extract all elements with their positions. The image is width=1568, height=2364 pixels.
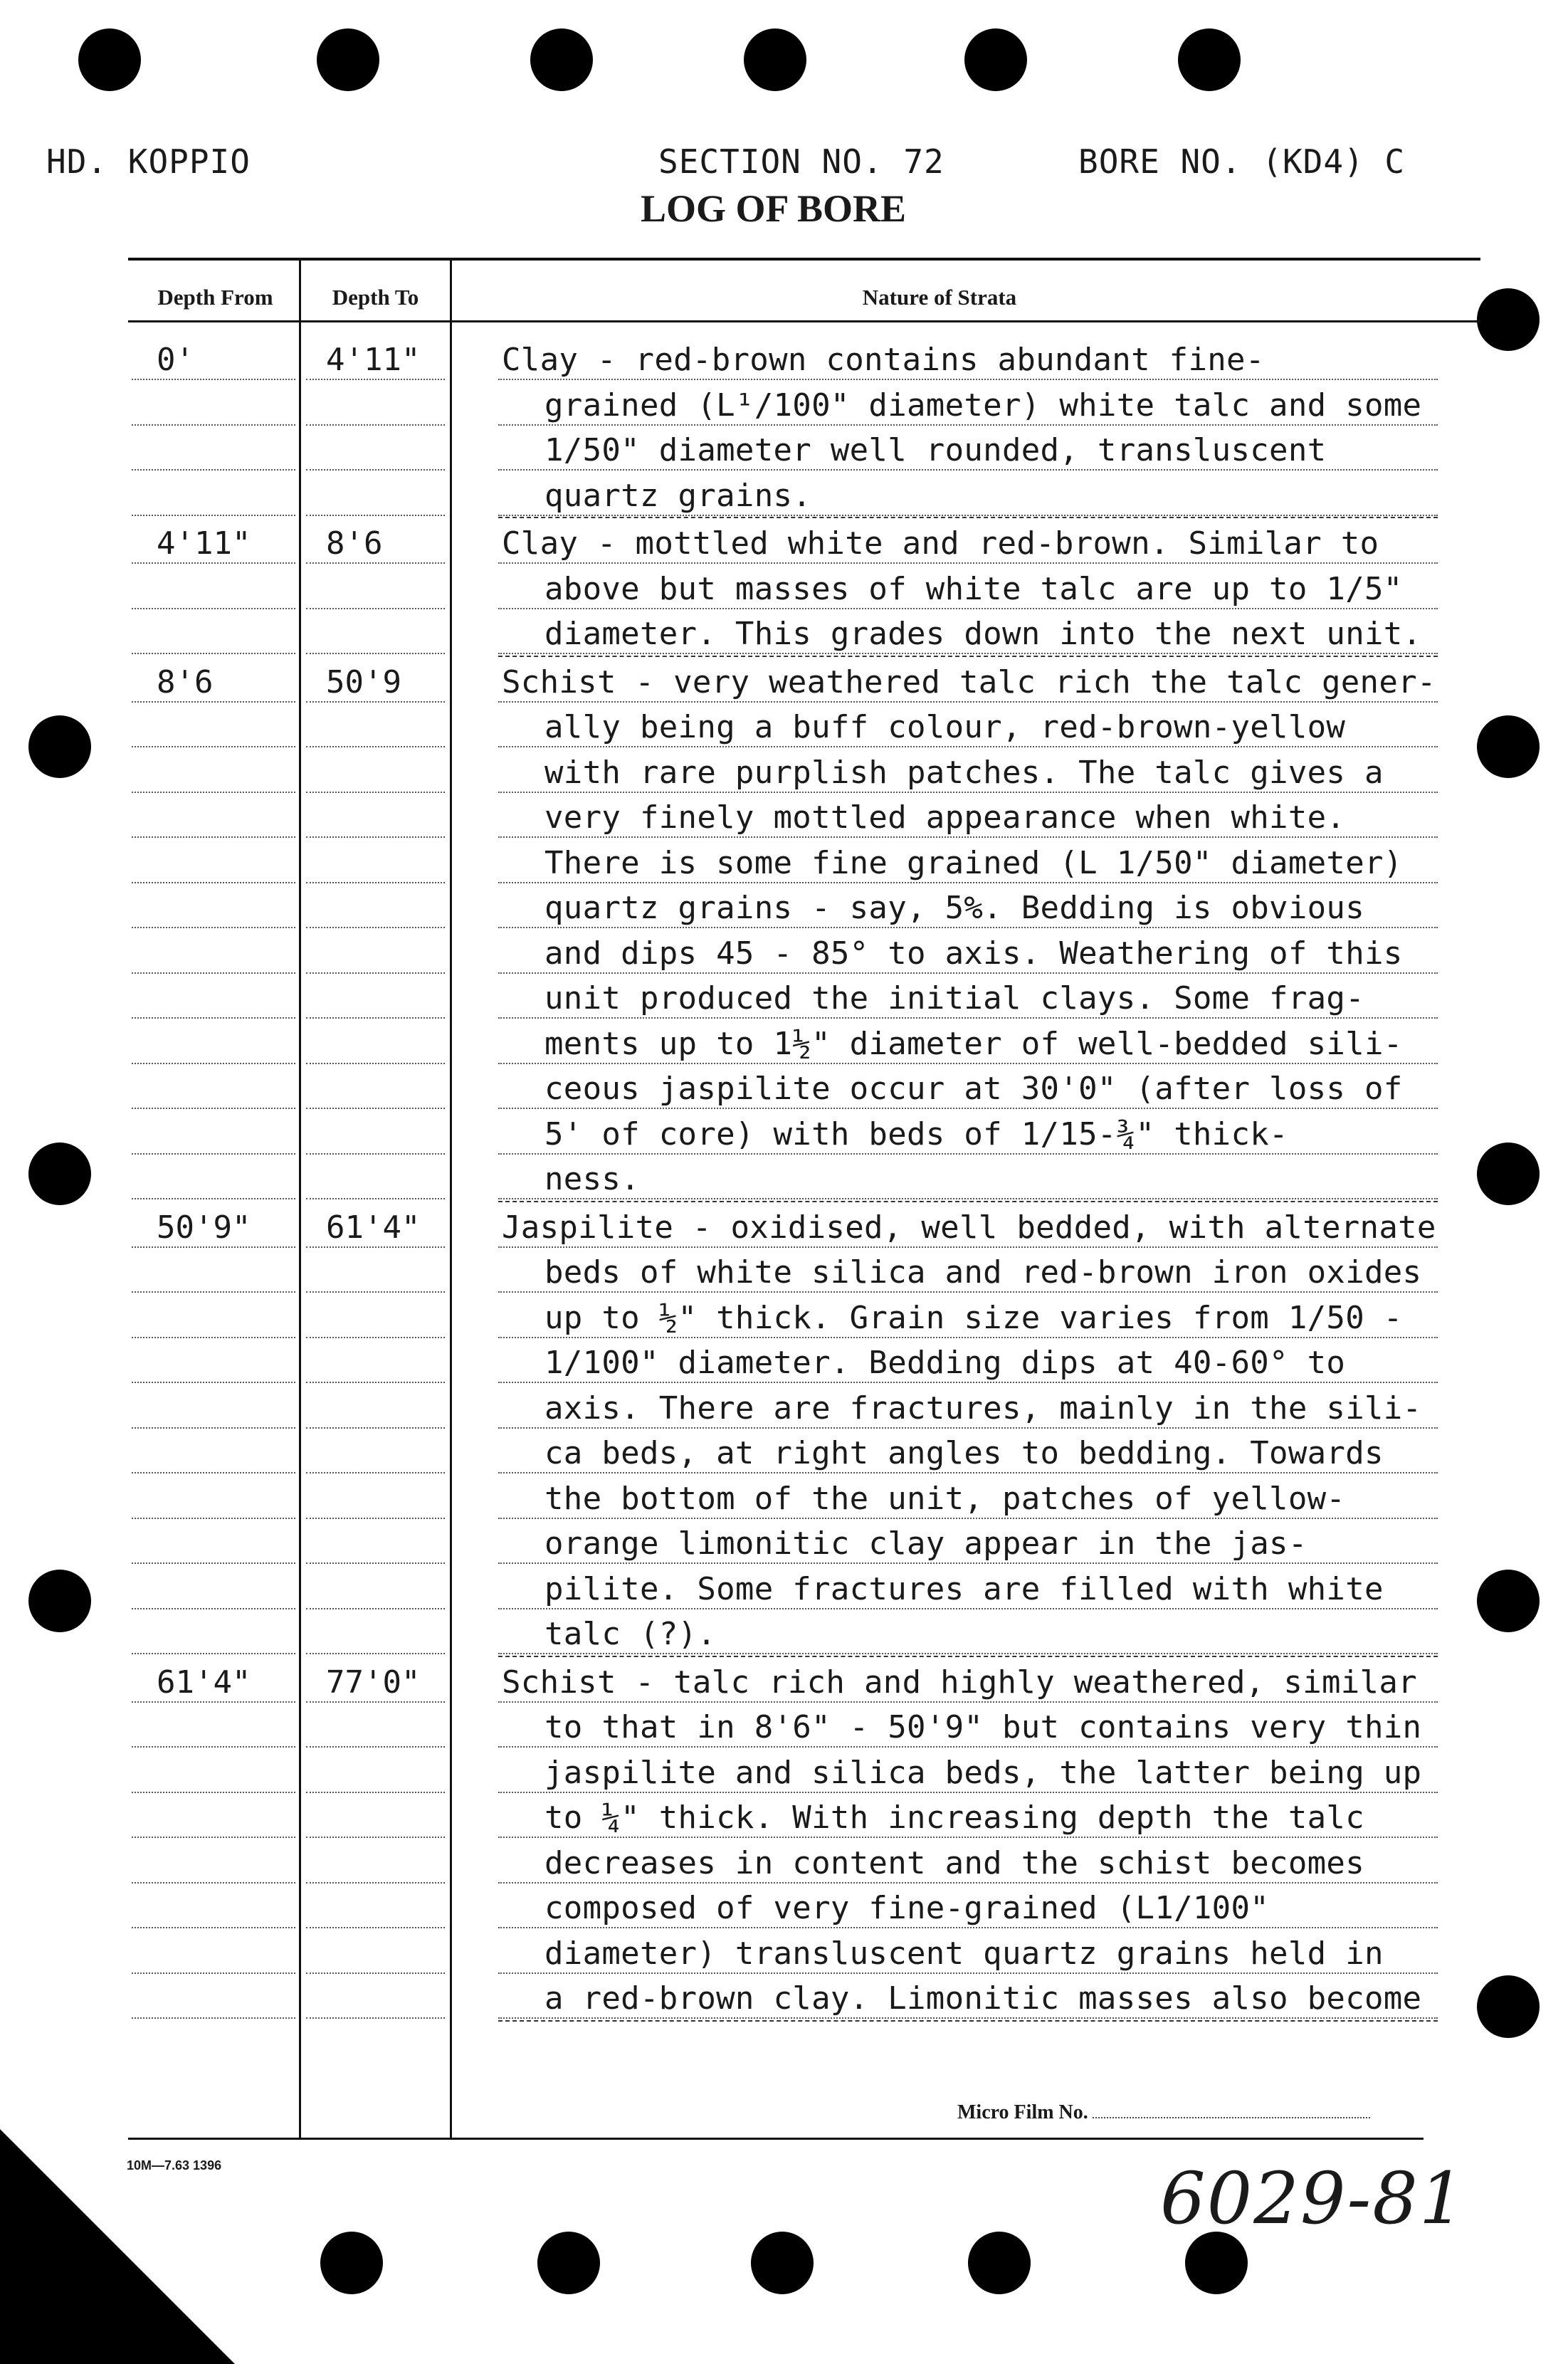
guide-line xyxy=(306,836,445,838)
strata-description-line: axis. There are fractures, mainly in the sili- xyxy=(544,1389,1422,1427)
strata-description-line: ca beds, at right angles to bedding. Towards xyxy=(544,1435,1384,1471)
guide-line xyxy=(306,424,445,426)
depth-from-value: 0' xyxy=(157,342,194,378)
guide-line xyxy=(498,608,1438,609)
guide-line xyxy=(306,792,445,793)
guide-line xyxy=(306,1518,445,1519)
guide-line xyxy=(132,1382,295,1383)
column-divider-1 xyxy=(299,261,301,2138)
strata-description-line: beds of white silica and red-brown iron oxides xyxy=(544,1254,1422,1291)
strata-description-line: ness. xyxy=(544,1161,640,1197)
punch-hole-top-4 xyxy=(744,28,806,91)
guide-line xyxy=(498,653,1438,654)
guide-line xyxy=(306,608,445,609)
guide-line xyxy=(498,1792,1438,1793)
punch-hole-bottom-2 xyxy=(537,2232,600,2294)
guide-line xyxy=(132,424,295,426)
guide-line xyxy=(132,608,295,609)
guide-line xyxy=(132,1153,295,1155)
column-header-nature-of-strata: Nature of Strata xyxy=(862,285,1017,310)
guide-line xyxy=(498,1927,1438,1928)
punch-hole-bottom-3 xyxy=(751,2232,814,2294)
table-header-rule xyxy=(128,320,1480,322)
guide-line xyxy=(306,469,445,471)
guide-line xyxy=(306,1837,445,1838)
guide-line xyxy=(132,1701,295,1703)
punch-hole-right-4 xyxy=(1477,1570,1540,1632)
guide-line xyxy=(498,1337,1438,1338)
strata-description-line: diameter. This grades down into the next unit. xyxy=(544,616,1422,652)
column-header-depth-to: Depth To xyxy=(332,285,419,310)
guide-line xyxy=(498,1746,1438,1748)
guide-line xyxy=(306,2017,445,2019)
strata-description-line: with rare purplish patches. The talc gives a xyxy=(544,754,1384,791)
depth-from-value: 50'9" xyxy=(157,1209,251,1246)
table-bottom-rule xyxy=(128,2138,1424,2140)
column-divider-2 xyxy=(450,261,452,2138)
strata-description-line: Clay - mottled white and red-brown. Similar to xyxy=(502,525,1379,562)
guide-line xyxy=(306,653,445,654)
guide-line xyxy=(132,746,295,747)
guide-line xyxy=(498,1427,1438,1429)
guide-line xyxy=(132,1063,295,1064)
entry-separator xyxy=(498,656,1438,657)
strata-description-line: grained (L¹/100" diameter) white talc and some xyxy=(544,387,1422,424)
strata-description-line: 1/100" diameter. Bedding dips at 40-60° to xyxy=(544,1345,1346,1381)
depth-to-value: 61'4" xyxy=(326,1209,421,1246)
guide-line xyxy=(498,746,1438,747)
strata-description-line: a red-brown clay. Limonitic masses also become xyxy=(544,1980,1422,2017)
guide-line xyxy=(498,1562,1438,1564)
table-top-rule xyxy=(128,258,1480,261)
guide-line xyxy=(306,927,445,928)
strata-description-line: ments up to 1½" diameter of well-bedded sili- xyxy=(544,1025,1403,1062)
strata-description-line: composed of very fine-grained (L1/100" xyxy=(544,1890,1270,1926)
strata-description-line: up to ½" thick. Grain size varies from 1/50 - xyxy=(544,1299,1403,1336)
guide-line xyxy=(306,701,445,703)
punch-hole-right-2 xyxy=(1477,715,1540,778)
guide-line xyxy=(306,1653,445,1654)
guide-line xyxy=(132,1882,295,1884)
strata-description-line: the bottom of the unit, patches of yellow- xyxy=(544,1480,1346,1517)
strata-description-line: to that in 8'6" - 50'9" but contains very thin xyxy=(544,1709,1422,1745)
guide-line xyxy=(306,1153,445,1155)
strata-description-line: ceous jaspilite occur at 30'0" (after loss of xyxy=(544,1071,1403,1107)
guide-line xyxy=(132,379,295,380)
depth-to-value: 77'0" xyxy=(326,1664,421,1701)
guide-line xyxy=(132,836,295,838)
holding-name: HD. KOPPIO xyxy=(46,142,251,181)
depth-to-value: 8'6 xyxy=(326,525,383,562)
strata-description-line: 5' of core) with beds of 1/15-¾" thick- xyxy=(544,1115,1288,1152)
strata-description-line: above but masses of white talc are up to 1/5" xyxy=(544,570,1403,607)
guide-line xyxy=(132,927,295,928)
guide-line xyxy=(132,1427,295,1429)
guide-line xyxy=(306,1927,445,1928)
strata-description-line: unit produced the initial clays. Some frag- xyxy=(544,980,1364,1016)
guide-line xyxy=(306,1427,445,1429)
guide-line xyxy=(498,972,1438,974)
depth-from-value: 8'6 xyxy=(157,663,214,700)
guide-line xyxy=(132,1518,295,1519)
strata-description-line: Schist - very weathered talc rich the talc gener- xyxy=(502,663,1436,700)
strata-description-line: orange limonitic clay appear in the jas- xyxy=(544,1525,1307,1562)
guide-line xyxy=(498,1108,1438,1109)
punch-hole-top-5 xyxy=(964,28,1027,91)
guide-line xyxy=(306,1472,445,1473)
guide-line xyxy=(498,1837,1438,1838)
guide-line xyxy=(306,515,445,516)
entry-separator xyxy=(498,1201,1438,1202)
guide-line xyxy=(132,1472,295,1473)
strata-description-line: There is some fine grained (L 1/50" diameter) xyxy=(544,844,1403,881)
guide-line xyxy=(498,701,1438,703)
entry-separator xyxy=(498,2020,1438,2022)
guide-line xyxy=(498,379,1438,380)
guide-line xyxy=(498,882,1438,883)
strata-description-line: diameter) transluscent quartz grains held in xyxy=(544,1935,1384,1972)
depth-to-value: 4'11" xyxy=(326,342,421,378)
depth-from-value: 4'11" xyxy=(157,525,251,562)
guide-line xyxy=(498,927,1438,928)
guide-line xyxy=(132,1562,295,1564)
strata-description-line: talc (?). xyxy=(544,1616,717,1652)
strata-description-line: jaspilite and silica beds, the latter being up xyxy=(544,1754,1422,1791)
strata-description-line: pilite. Some fractures are filled with white xyxy=(544,1570,1384,1607)
punch-hole-right-1 xyxy=(1477,288,1540,351)
guide-line xyxy=(132,1246,295,1248)
bore-number: BORE NO. (KD4) C xyxy=(1078,142,1406,181)
punch-hole-left-1 xyxy=(28,715,91,778)
punch-hole-bottom-1 xyxy=(320,2232,383,2294)
guide-line xyxy=(498,1972,1438,1974)
guide-line xyxy=(498,1017,1438,1019)
strata-description-line: decreases in content and the schist becomes xyxy=(544,1844,1364,1881)
guide-line xyxy=(306,1291,445,1293)
guide-line xyxy=(132,1837,295,1838)
guide-line xyxy=(132,1198,295,1199)
guide-line xyxy=(306,1198,445,1199)
guide-line xyxy=(132,792,295,793)
guide-line xyxy=(498,515,1438,516)
strata-description-line: to ¼" thick. With increasing depth the talc xyxy=(544,1800,1364,1836)
guide-line xyxy=(498,1701,1438,1703)
guide-line xyxy=(306,972,445,974)
guide-line xyxy=(306,1562,445,1564)
punch-hole-bottom-4 xyxy=(968,2232,1031,2294)
guide-line xyxy=(498,562,1438,564)
guide-line xyxy=(498,1291,1438,1293)
guide-line xyxy=(498,1198,1438,1199)
guide-line xyxy=(132,1653,295,1654)
guide-line xyxy=(498,2017,1438,2019)
guide-line xyxy=(498,1653,1438,1654)
guide-line xyxy=(498,1608,1438,1609)
guide-line xyxy=(306,746,445,747)
guide-line xyxy=(498,836,1438,838)
guide-line xyxy=(132,1746,295,1748)
guide-line xyxy=(132,1337,295,1338)
guide-line xyxy=(306,379,445,380)
guide-line xyxy=(132,515,295,516)
strata-description-line: Schist - talc rich and highly weathered, similar xyxy=(502,1664,1417,1701)
guide-line xyxy=(498,1382,1438,1383)
punch-hole-top-6 xyxy=(1178,28,1241,91)
guide-line xyxy=(306,1382,445,1383)
punch-hole-top-1 xyxy=(78,28,141,91)
guide-line xyxy=(498,1518,1438,1519)
guide-line xyxy=(132,882,295,883)
guide-line xyxy=(132,1608,295,1609)
microfilm-label: Micro Film No. xyxy=(957,2101,1088,2123)
guide-line xyxy=(306,1746,445,1748)
punch-hole-bottom-5 xyxy=(1185,2232,1248,2294)
punch-hole-right-5 xyxy=(1477,1975,1540,2038)
guide-line xyxy=(306,1246,445,1248)
guide-line xyxy=(498,792,1438,793)
guide-line xyxy=(498,1063,1438,1064)
entry-separator xyxy=(498,517,1438,518)
guide-line xyxy=(132,1972,295,1974)
guide-line xyxy=(306,1337,445,1338)
entry-separator xyxy=(498,1656,1438,1657)
strata-description-line: Jaspilite - oxidised, well bedded, with alternate xyxy=(502,1209,1436,1246)
guide-line xyxy=(498,424,1438,426)
punch-hole-top-3 xyxy=(530,28,593,91)
guide-line xyxy=(132,972,295,974)
guide-line xyxy=(132,1792,295,1793)
guide-line xyxy=(132,1017,295,1019)
strata-description-line: Clay - red-brown contains abundant fine- xyxy=(502,342,1265,378)
punch-hole-left-3 xyxy=(28,1570,91,1632)
guide-line xyxy=(132,701,295,703)
guide-line xyxy=(306,1972,445,1974)
guide-line xyxy=(306,1701,445,1703)
guide-line xyxy=(306,562,445,564)
strata-description-line: quartz grains. xyxy=(544,477,812,514)
guide-line xyxy=(498,1153,1438,1155)
guide-line xyxy=(498,1246,1438,1248)
guide-line xyxy=(132,1291,295,1293)
guide-line xyxy=(132,469,295,471)
guide-line xyxy=(306,882,445,883)
strata-description-line: 1/50" diameter well rounded, transluscent xyxy=(544,432,1327,468)
strata-description-line: quartz grains - say, 5%. Bedding is obvious xyxy=(544,890,1364,926)
guide-line xyxy=(132,2017,295,2019)
punch-hole-right-3 xyxy=(1477,1142,1540,1205)
guide-line xyxy=(132,562,295,564)
guide-line xyxy=(132,653,295,654)
form-code: 10M—7.63 1396 xyxy=(127,2158,222,2173)
strata-description-line: ally being a buff colour, red-brown-yellow xyxy=(544,709,1346,745)
strata-description-line: very finely mottled appearance when white. xyxy=(544,799,1346,836)
guide-line xyxy=(306,1882,445,1884)
guide-line xyxy=(306,1063,445,1064)
guide-line xyxy=(498,1472,1438,1473)
guide-line xyxy=(498,469,1438,471)
guide-line xyxy=(498,1882,1438,1884)
microfilm-field xyxy=(957,2101,1370,2124)
guide-line xyxy=(306,1608,445,1609)
punch-hole-top-2 xyxy=(317,28,379,91)
depth-to-value: 50'9 xyxy=(326,663,401,700)
guide-line xyxy=(306,1017,445,1019)
guide-line xyxy=(132,1108,295,1109)
depth-from-value: 61'4" xyxy=(157,1664,251,1701)
strata-description-line: and dips 45 - 85° to axis. Weathering of this xyxy=(544,935,1403,972)
section-number: SECTION NO. 72 xyxy=(658,142,945,181)
page-title: LOG OF BORE xyxy=(641,187,907,230)
punch-hole-left-2 xyxy=(28,1142,91,1205)
column-header-depth-from: Depth From xyxy=(157,285,273,310)
handwritten-number: 6029-81 xyxy=(1160,2157,1466,2240)
guide-line xyxy=(306,1108,445,1109)
guide-line xyxy=(306,1792,445,1793)
guide-line xyxy=(132,1927,295,1928)
